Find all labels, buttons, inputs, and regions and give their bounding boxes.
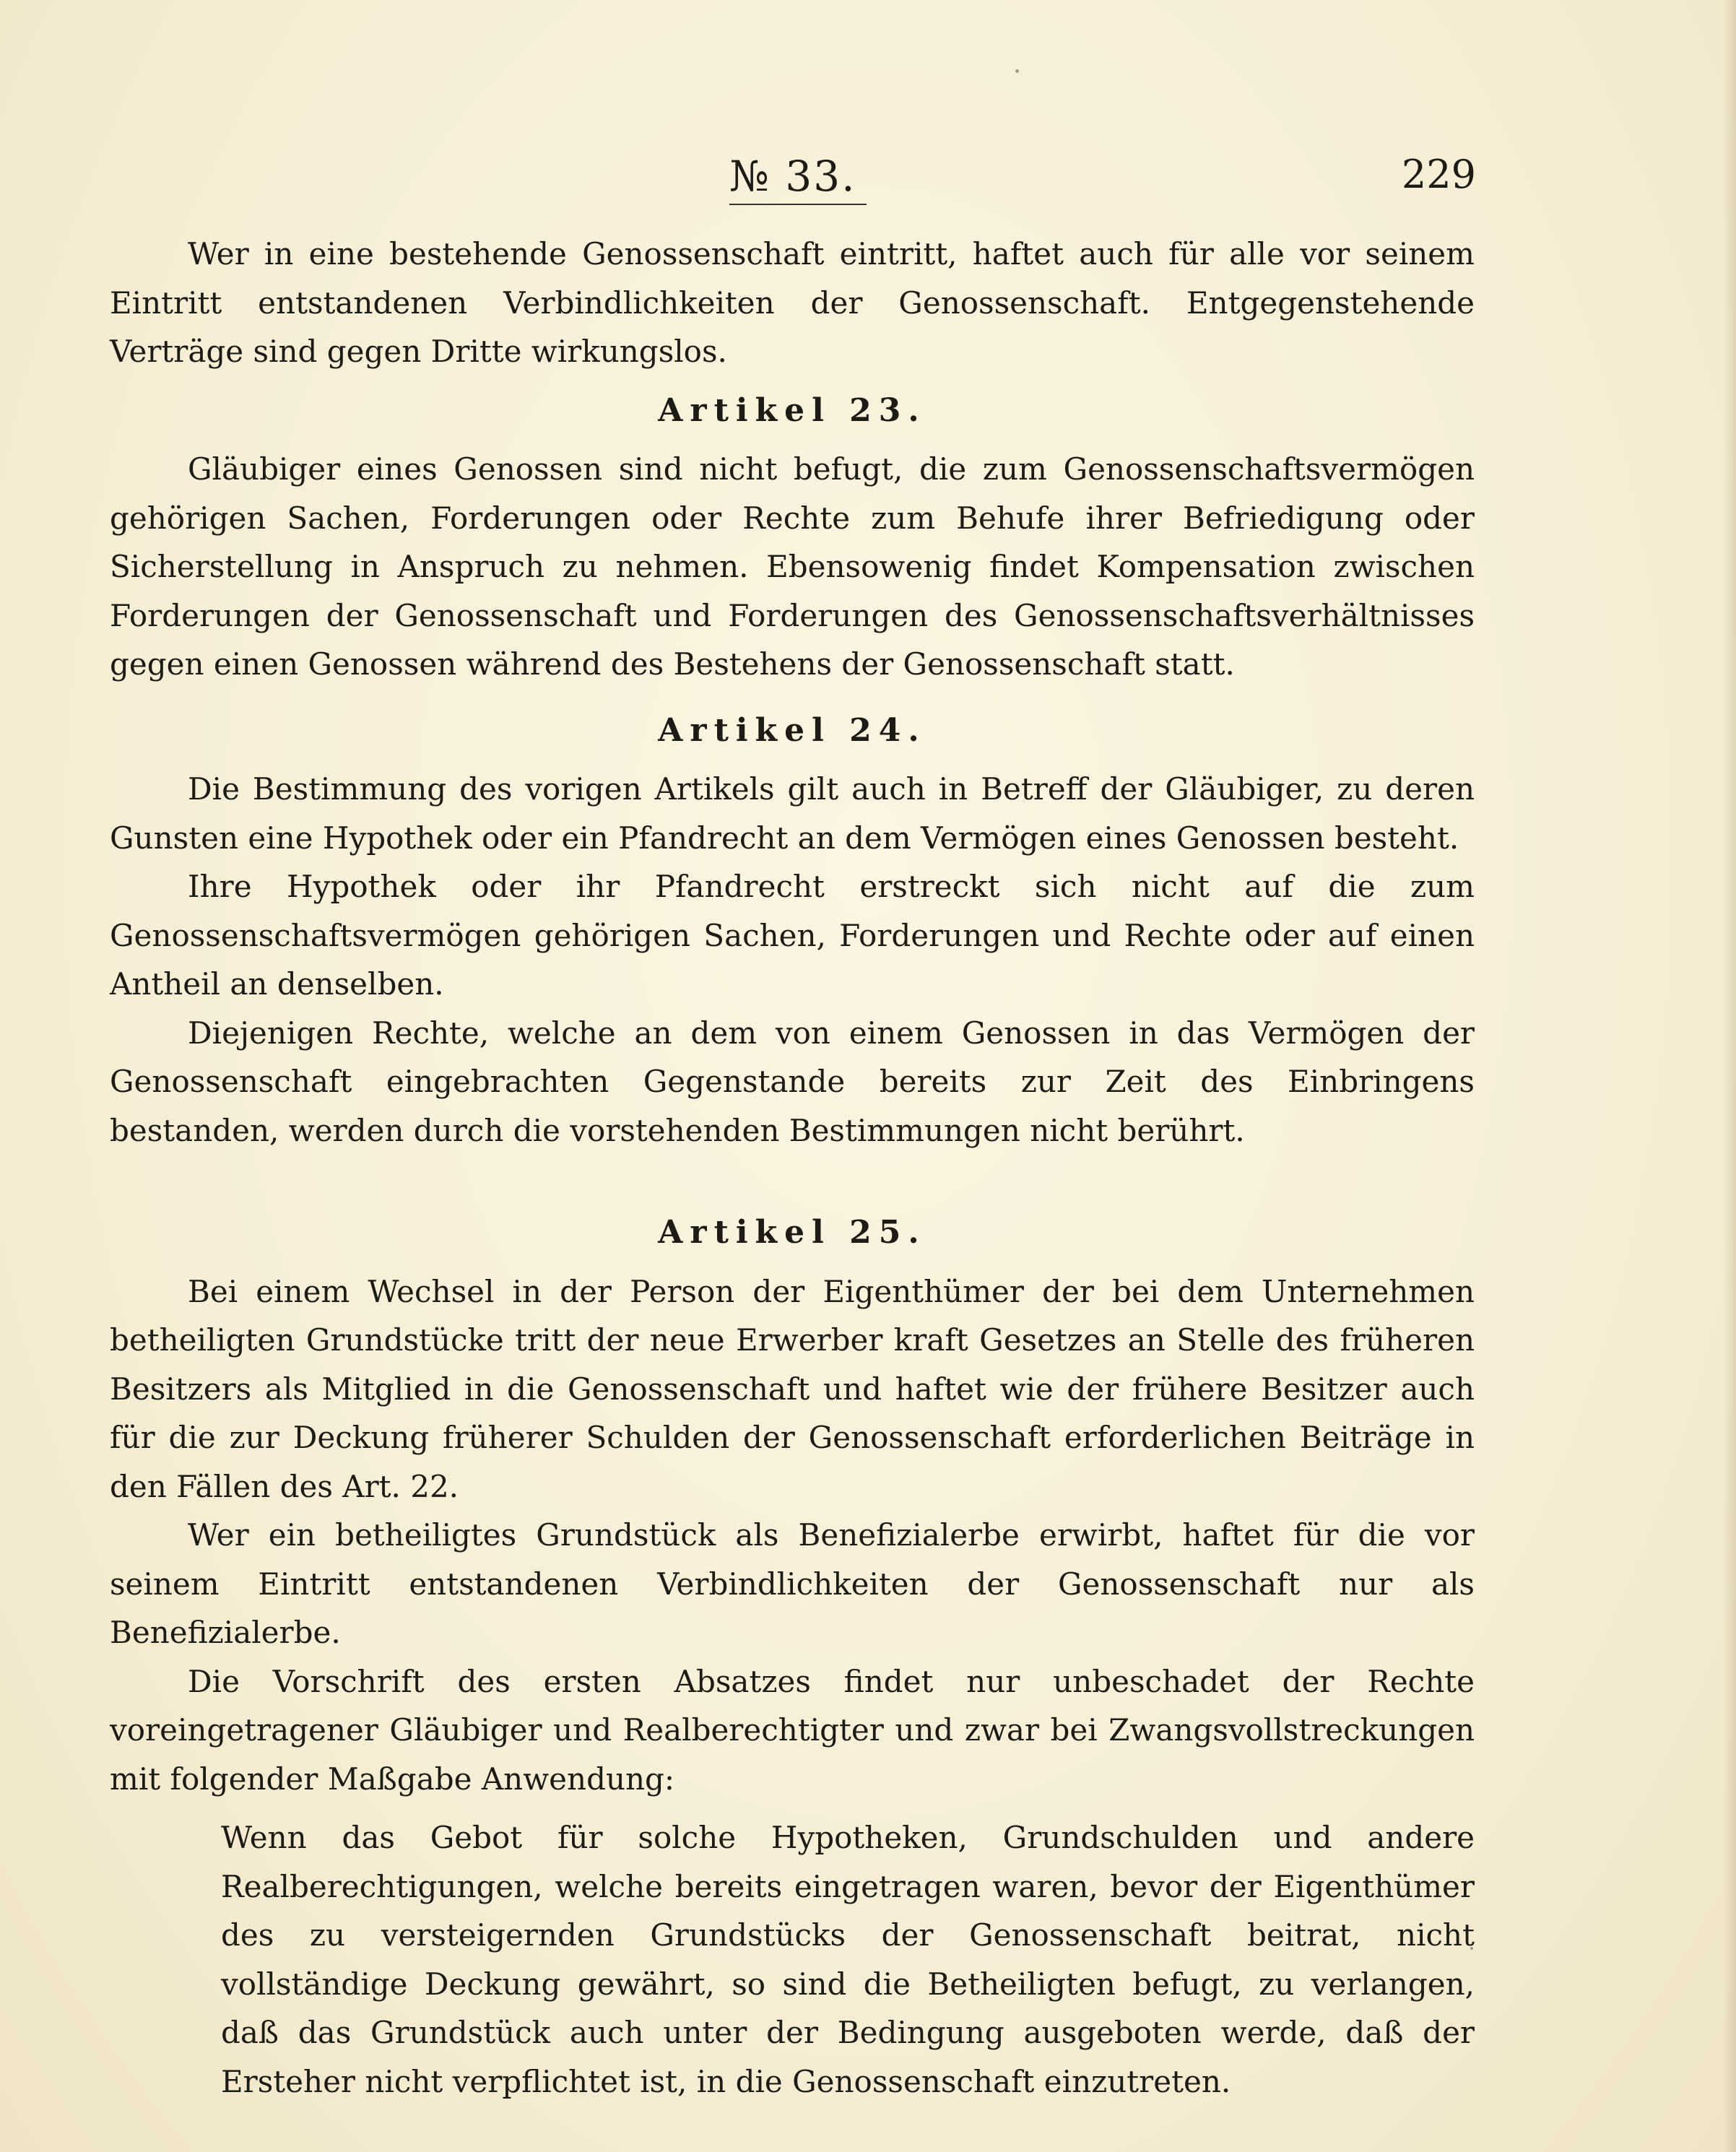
spacer	[110, 755, 1475, 765]
indented-provision: Wenn das Gebot für solche Hypotheken, Grundschulden und andere Realberechtigungen, welche bereits eingetragen waren, bevor der Eigenthümer des zu versteigernden Grundstücks der Genossenschaft beitrat, nicht vollständige Deckung gewährt, so sind die Betheiligten befugt, zu verlangen, daß das Grundstück auch unter der Bedingung ausgeboten werde, daß der Ersteher nicht verpflichtet ist, in die Genossenschaft einzutreten.	[221, 1820, 1475, 2099]
heading-artikel-24: Artikel 24.	[658, 711, 926, 749]
spacer	[110, 1803, 1475, 1813]
paper-speck	[1015, 69, 1019, 73]
paragraph-artikel-25-2: Wer ein betheiligtes Grundstück als Benefizialerbe erwirbt, haftet für die vor seinem Eintritt entstandenen Verbindlichkeiten der Genossenschaft nur als Benefizialerbe.	[110, 1517, 1475, 1650]
page-number: 229	[1401, 152, 1476, 197]
spacer	[110, 689, 1475, 706]
paragraph-intro: Wer in eine bestehende Genossenschaft eintritt, haftet auch für alle vor seinem Eintritt entstandenen Verbindlichkeiten der Genossenschaft. Entgegenstehende Verträge sind gegen Dritte wirkungslos.	[110, 236, 1475, 369]
document-body	[110, 230, 1475, 2106]
paragraph-artikel-24-2: Ihre Hypothek oder ihr Pfandrecht erstreckt sich nicht auf die zum Genossenschaftsvermögen gehörigen Sachen, Forderungen und Rechte oder auf einen Antheil an denselben.	[110, 869, 1475, 1002]
paragraph-artikel-25-3: Die Vorschrift des ersten Absatzes findet nur unbeschadet der Rechte voreingetragener Gläubiger und Realberechtigter und zwar bei Zwangsvollstreckungen mit folgender Maßgabe Anwendung:	[110, 1663, 1475, 1797]
issue-number: № 33.	[729, 152, 856, 201]
spacer	[110, 1155, 1475, 1208]
heading-artikel-23: Artikel 23.	[658, 391, 926, 429]
spacer	[110, 435, 1475, 445]
page-edge-shadow	[1723, 0, 1736, 2152]
paragraph-artikel-25-1: Bei einem Wechsel in der Person der Eigenthümer der bei dem Unternehmen betheiligten Grundstücke tritt der neue Erwerber kraft Gesetzes an Stelle des früheren Besitzers als Mitglied in die Genossenschaft und haftet wie der frühere Besitzer auch für die zur Deckung früherer Schulden der Genossenschaft erforderlichen Beiträge in den Fällen des Art. 22.	[110, 1273, 1475, 1504]
page-header	[0, 144, 1736, 209]
spacer	[110, 1257, 1475, 1267]
spacer	[110, 376, 1475, 386]
issue-underline	[729, 204, 867, 205]
paragraph-artikel-23: Gläubiger eines Genossen sind nicht befugt, die zum Genossenschaftsvermögen gehörigen Sachen, Forderungen oder Rechte zum Behufe ihrer Befriedigung oder Sicherstellung in Anspruch zu nehmen. Ebensowenig findet Kompensation zwischen Forderungen der Genossenschaft und Forderungen des Genossenschaftsverhältnisses gegen einen Genossen während des Bestehens der Genossenschaft statt.	[110, 451, 1475, 682]
paragraph-artikel-24-3: Diejenigen Rechte, welche an dem von einem Genossen in das Vermögen der Genossenschaft eingebrachten Gegenstande bereits zur Zeit des Einbringens bestanden, werden durch die vorstehenden Bestimmungen nicht berührt.	[110, 1015, 1475, 1148]
paragraph-artikel-24-1: Die Bestimmung des vorigen Artikels gilt auch in Betreff der Gläubiger, zu deren Gunsten eine Hypothek oder ein Pfandrecht an dem Vermögen eines Genossen besteht.	[110, 771, 1475, 856]
heading-artikel-25: Artikel 25.	[658, 1214, 926, 1251]
